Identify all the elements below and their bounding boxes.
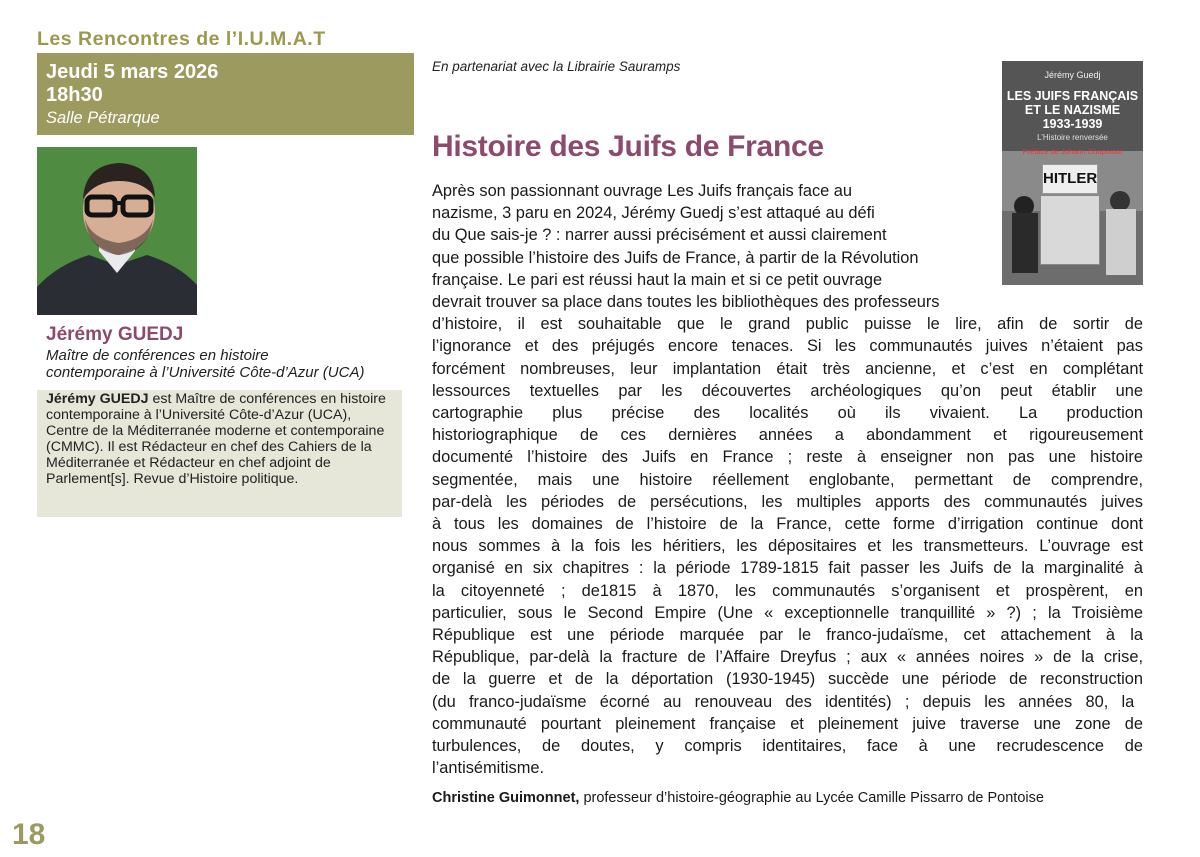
author-title-line: contemporaine à l’Université Côte-d’Azur (UCA) [46,364,365,381]
cover-years: 1933-1939 [1042,117,1103,131]
signature-name: Christine Guimonnet, [432,790,580,806]
signature-role: professeur d’histoire-géographie au Lycée Camille Pissarro de Pontoise [579,790,1044,806]
series-title: Les Rencontres de l’I.U.M.A.T [37,28,326,50]
author-name: Jérémy GUEDJ [46,324,184,345]
cover-title [1006,89,1139,131]
article-line: lessources textuelles par les découvertes archéologiques qu’on peut établir une [432,381,1143,400]
article-line: documenté l’histoire des Juifs en France ; reste à enseigner non pas une histoire [432,448,1143,467]
article-line: l’ignorance et des préjugés encore tenaces. Si les communautés juives n’étaient pas [432,337,1143,356]
article-line: segmentée, mais une histoire réellement englobante, permettant de comprendre, [432,470,1143,489]
cover-preface: Préface de Johann Chapoutot [1022,147,1123,156]
article-line: par-delà les périodes de persécutions, les multiples apports des communautés juives [432,492,1143,511]
article-line: la citoyenneté ; de1815 à 1870, les communautés s’organisent et prospèrent, en [432,581,1143,600]
article-body [432,180,1143,779]
article-line: nazisme, 3 paru en 2024, Jérémy Guedj s’est attaqué au défi [432,204,875,223]
article-line: particulier, sous le Second Empire (Une « exceptionnelle tranquillité » ?) ; la Troisième [432,603,1143,622]
article-line: historiographique de ces dernières années a abondamment et rigoureusement [432,426,1143,445]
article-line: de la guerre et de la déportation (1930-1945) succède une période de reconstruction [432,670,1143,689]
cover-subtitle: L’Histoire renversée [1037,133,1108,142]
event-time: 18h30 [46,84,103,106]
cover-title-main: LES JUIFS FRANÇAIS ET LE NAZISME [1006,89,1139,117]
article-line: République, par-delà la fracture de l’Affaire Dreyfus ; aux « années noires » de la crise, [432,648,1143,667]
article-line: Après son passionnant ouvrage Les Juifs français face au [432,182,853,200]
article-line: communauté pourtant pleinement française et pleinement juive traverse une zone de [432,714,1143,733]
article-line: que possible l’histoire des Juifs de France, à partir de la Révolution [432,248,919,267]
article-title: Histoire des Juifs de France [432,130,824,163]
author-bio [37,390,402,517]
article-line: à tous les domaines de l’histoire de la France, cette forme d’irrigation continue dont [432,515,1143,534]
article-line: du Que sais-je ? : narrer aussi précisément et aussi clairement [432,226,887,245]
event-room: Salle Pétrarque [46,109,160,127]
article-line: française. Le pari est réussi haut la main et si ce petit ouvrage [432,270,883,289]
article-signature [432,790,1044,806]
partner-note: En partenariat avec la Librairie Sauramps [432,59,681,74]
article-line: organisé en six chapitres : la période 1789-1815 fait passer les Juifs de la marginalité à [432,559,1143,578]
article-line: turbulences, de doutes, y compris identitaires, face à une recrudescence de [432,737,1143,756]
article-line: devrait trouver sa place dans toutes les bibliothèques des professeurs [432,293,940,312]
cover-author: Jérémy Guedj [1044,70,1101,80]
author-title [46,347,406,381]
article-line: cartographie plus précise des localités où ils vivaient. La production [432,404,1143,423]
article-line: l’antisémitisme. [432,759,545,778]
article-line: d’histoire, il est souhaitable que le grand public puisse le lire, afin de sortir de [432,315,1143,334]
bio-text: est Maître de conférences en histoire contemporaine à l’Université Côte-d’Azur (UCA), Centre de la Méditerranée moderne et contemporaine (CMMC). Il est Rédacteur en chef des Cahiers de la Méditerranée et Rédacteur en chef adjoint de Parlement[s]. Revue d’Histoire politique. [46,391,386,488]
author-title-line: Maître de conférences en histoire [46,347,269,364]
portrait-illustration [37,147,197,315]
article-line: (du franco-judaïsme écorné au renouveau des identités) ; depuis les années 80, la [432,692,1135,711]
bio-name: Jérémy GUEDJ [46,391,149,407]
event-info-box [37,53,414,135]
article-line: forcément nombreuses, leur implantation était très ancienne, et c’est en complétant [432,359,1143,378]
event-date: Jeudi 5 mars 2026 [46,61,219,83]
article-line: nous sommes à la fois les héritiers, les dépositaires et les transmetteurs. L’ouvrage est [432,537,1143,556]
cover-poster-headline: HITLER [1042,164,1098,194]
page-number: 18 [12,818,46,851]
article-line: République est une période marquée par le franco-judaïsme, cet attachement à la [432,626,1143,645]
author-portrait [37,147,197,315]
